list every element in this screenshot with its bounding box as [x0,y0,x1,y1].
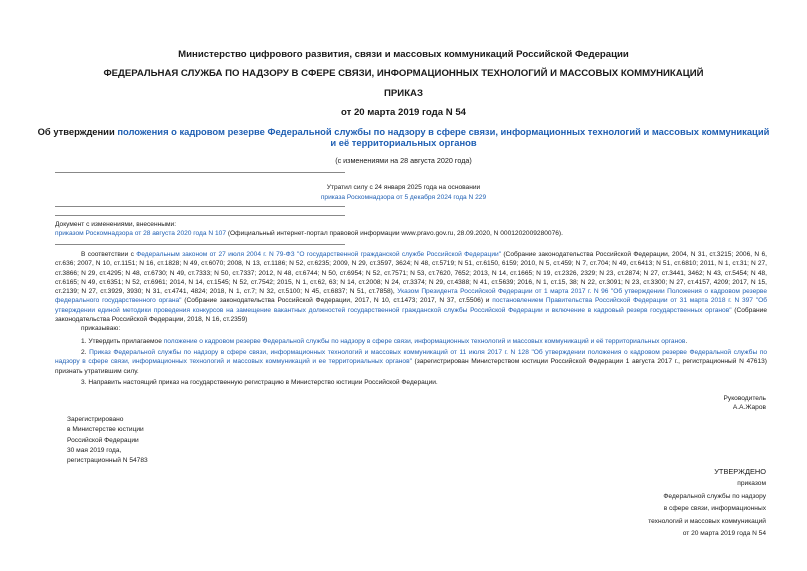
document-changes [55,220,755,239]
item-text: 2. [81,348,90,356]
service-name: ФЕДЕРАЛЬНАЯ СЛУЖБА ПО НАДЗОРУ В СФЕРЕ СВЯЗИ, ИНФОРМАЦИОННЫХ ТЕХНОЛОГИЙ И МАССОВЫХ КОММУНИКАЦИЙ [103,68,704,79]
signature-role: Руководитель [723,395,766,402]
federal-law-link[interactable]: Федеральным законом от 27 июля 2004 г. N 79-ФЗ "О государственной гражданской службе Российской Федерации" [136,251,502,258]
divider [55,244,345,245]
order-item-1 [55,337,767,346]
ministry-name: Министерство цифрового развития, связи и массовых коммуникаций Российской Федерации [178,49,629,60]
document-title-prefix: Об утверждении [37,126,118,137]
order-item-2 [55,348,767,376]
divider [55,206,345,207]
preamble-text: (Собрание законодательства Российской Федерации, 2018, N 16, ст.2359) [55,306,767,324]
lost-force-block [40,183,767,203]
divider [55,215,345,216]
presidential-decree-link[interactable]: Указом Президента Российской Федерации от 1 марта 2017 г. N 96 "Об утверждении Положения о кадровом резерве федерального государственного органа" [55,288,768,305]
document-changes-line [55,229,755,238]
order-item-3: 3. Направить настоящий приказ на государственную регистрацию в Министерство юстиции Российской Федерации. [81,378,438,386]
document-changes-rest: (Официальный интернет-портал правовой информации www.pravo.gov.ru, 28.09.2020, N 0001202009280076). [226,230,563,238]
document-title-link[interactable]: положения о кадровом резерве Федеральной службы по надзору в сфере связи, информационных технологий и массовых коммуникаций и её территориальных органов [117,126,770,148]
approval-line: технологий и массовых коммуникаций [648,517,766,525]
order-word: приказываю: [81,325,121,333]
approval-line: приказом [737,480,766,488]
approval-line: от 20 марта 2019 года N 54 [682,530,766,538]
approval-line: в сфере связи, информационных [663,505,766,513]
order-body [55,250,767,387]
approval-block [648,466,766,540]
signature-name: А.А.Жаров [732,404,766,412]
registration-line: Зарегистрировано [67,416,124,423]
registration-line: в Министерстве юстиции [67,426,144,434]
registration-line: регистрационный N 54783 [67,457,148,465]
preamble-text: (Собрание законодательства Российской Федерации, 2004, N 31, ст.3215; 2006, N 6, ст.636; 2007, N 10, ст.1151; N 16, ст.1828; N 49, ст.6070; 2008, N 13, ст.1186; N 52, ст.6235; 2009, N 29, ст.3597, 3624; N 48, ст.5719; N 51, ст.6150, 6159; 2010, N 5, ст.459; N 7, ст.704; N 49, ст.6413; N 51, ст.6810; 2011, N 1, ст.31; N 27, ст.3866; N 29, ст.4295; N 48, ст.6730; N 49, ст.7333; N 50, ст.7337; 2012, N 48, ст.6744; N 50, ст.6954; N 52, ст.7571; N 53, ст.7620, 7652; 2013, N 14, ст.1665; N 19, ст.2326, 2329; N 23, ст.2874; N 27, ст.3441, 3462; N 43, ст.5454; N 48, ст.6165; N 49, ст.6351; N 52, ст.6961; 2014, N 14, ст.1545; N 52, ст.7542; 2015, N 1, ст.62, 63; N 14, ст.2008; N 24, ст.3374; N 29, ст.4388; N 41, ст.5639; 2016, N 1, ст.15, 38; N 22, ст.3091; N 23, ст.3300; N 27, ст.4157, 4209; 2017, N 15, ст.2139; N 27, ст.3929, 3930; N 31, ст.4741, 4824; 2018, N 1, ст.7; N 32, ст.5100; N 45, ст.6837; N 51, ст.7858), [55,251,767,296]
registration-line: Российской Федерации [67,436,139,444]
preamble-text: (Собрание законодательства Российской Федерации, 2017, N 10, ст.1473; 2017, N 37, ст.5506) и [181,297,493,305]
preamble-text: В соответствии с [81,251,137,258]
preamble-paragraph [55,250,767,324]
regulation-link[interactable]: положение о кадровом резерве Федеральной службы по надзору в сфере связи, информационных технологий и массовых коммуникаций и её территориальных органов [163,337,686,345]
lost-force-text: Утратил силу с 24 января 2025 года на основании [326,184,481,191]
registration-block [67,415,148,466]
government-resolution-link[interactable]: постановлением Правительства Российской Федерации от 31 марта 2018 г. N 397 "Об утверждении единой методики проведения конкурсов на замещение вакантных должностей государственной гражданской службы Российской Федерации и включение в кадровый резерв государственных органов" [55,297,767,314]
divider [55,172,345,173]
approval-heading: УТВЕРЖДЕНО [714,467,766,476]
approval-line: Федеральной службы по надзору [663,492,766,500]
document-title [34,126,773,148]
signature-block [724,394,766,413]
item-text: (зарегистрирован Министерством юстиции Российской Федерации 1 августа 2017 г., регистрационный N 47613) признать утратившим силу. [55,358,767,375]
document-changes-label: Документ с изменениями, внесенными: [55,221,177,228]
item-text: . [685,337,688,345]
previous-order-link[interactable]: Приказ Федеральной службы по надзору в сфере связи, информационных технологий и массовых коммуникаций от 11 июля 2017 г. N 128 "Об утверждении положения о кадровом резерве Федеральной службы по надзору в сфере связи, информационных технологий и массовых коммуникаций и ее территориальных органов" [55,348,767,366]
changes-note: (с изменениями на 28 августа 2020 года) [335,156,472,165]
document-date-number: от 20 марта 2019 года N 54 [340,107,467,118]
document-changes-link[interactable]: приказом Роскомнадзора от 28 августа 2020 года N 107 [55,230,226,238]
lost-force-link[interactable]: приказа Роскомнадзора от 5 декабря 2024 года N 229 [320,194,487,201]
registration-line: 30 мая 2019 года, [67,446,122,454]
item-text: 1. Утвердить прилагаемое [81,337,164,345]
document-type: ПРИКАЗ [384,88,423,99]
